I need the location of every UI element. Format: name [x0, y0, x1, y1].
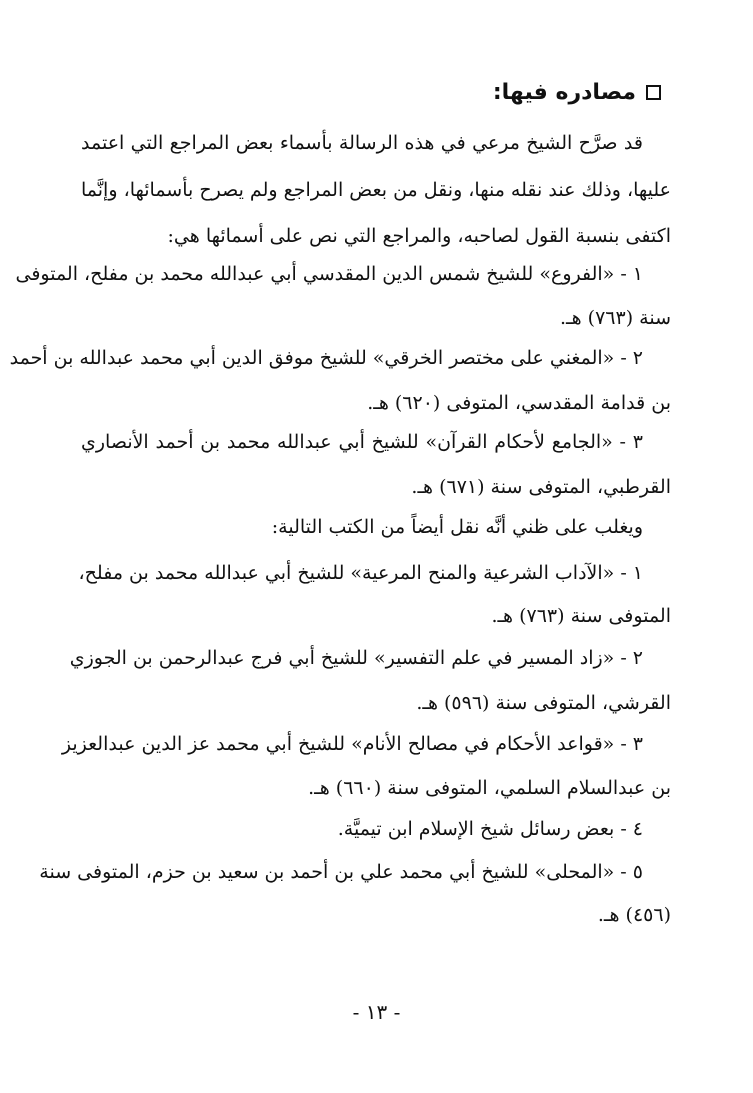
section-heading-text: مصادره فيها: — [492, 80, 636, 105]
list-item-continuation: (٤٥٦) هـ. — [597, 904, 671, 926]
list-item-continuation: بن قدامة المقدسي، المتوفى (٦٢٠) هـ. — [367, 392, 671, 414]
list-item-continuation: بن عبدالسلام السلمي، المتوفى سنة (٦٦٠) هـ. — [308, 777, 671, 799]
section-heading — [493, 80, 661, 105]
list-item: ٣ - «قواعد الأحكام في مصالح الأنام» للشيخ أبي محمد عز الدين عبدالعزيز — [61, 733, 643, 755]
paragraph-line: قد صرَّح الشيخ مرعي في هذه الرسالة بأسماء بعض المراجع التي اعتمد — [81, 132, 643, 154]
list-item: ٢ - «زاد المسير في علم التفسير» للشيخ أبي فرج عبدالرحمن بن الجوزي — [69, 647, 643, 669]
list-item-continuation: القرطبي، المتوفى سنة (٦٧١) هـ. — [411, 476, 671, 498]
page-number: - ١٣ - — [352, 1000, 401, 1024]
square-bullet-icon — [646, 85, 661, 100]
list-item-continuation: سنة (٧٦٣) هـ. — [560, 307, 671, 329]
paragraph-line: اكتفى بنسبة القول لصاحبه، والمراجع التي نص على أسمائها هي: — [167, 225, 671, 247]
list-item-continuation: المتوفى سنة (٧٦٣) هـ. — [491, 605, 671, 627]
paragraph-line: عليها، وذلك عند نقله منها، ونقل من بعض المراجع ولم يصرح بأسمائها، وإنَّما — [81, 179, 671, 201]
paragraph-line: ويغلب على ظني أنَّه نقل أيضاً من الكتب التالية: — [271, 516, 643, 538]
list-item: ٢ - «المغني على مختصر الخرقي» للشيخ موفق الدين أبي محمد عبدالله بن أحمد — [9, 347, 643, 369]
list-item-continuation: القرشي، المتوفى سنة (٥٩٦) هـ. — [416, 692, 671, 714]
list-item: ٣ - «الجامع لأحكام القرآن» للشيخ أبي عبدالله محمد بن أحمد الأنصاري — [81, 431, 643, 453]
list-item: ١ - «الفروع» للشيخ شمس الدين المقدسي أبي عبدالله محمد بن مفلح، المتوفى — [15, 263, 643, 285]
list-item: ١ - «الآداب الشرعية والمنح المرعية» للشيخ أبي عبدالله محمد بن مفلح، — [78, 562, 643, 584]
list-item: ٥ - «المحلى» للشيخ أبي محمد علي بن أحمد بن سعيد بن حزم، المتوفى سنة — [39, 861, 643, 883]
list-item: ٤ - بعض رسائل شيخ الإسلام ابن تيميَّة. — [337, 818, 643, 840]
